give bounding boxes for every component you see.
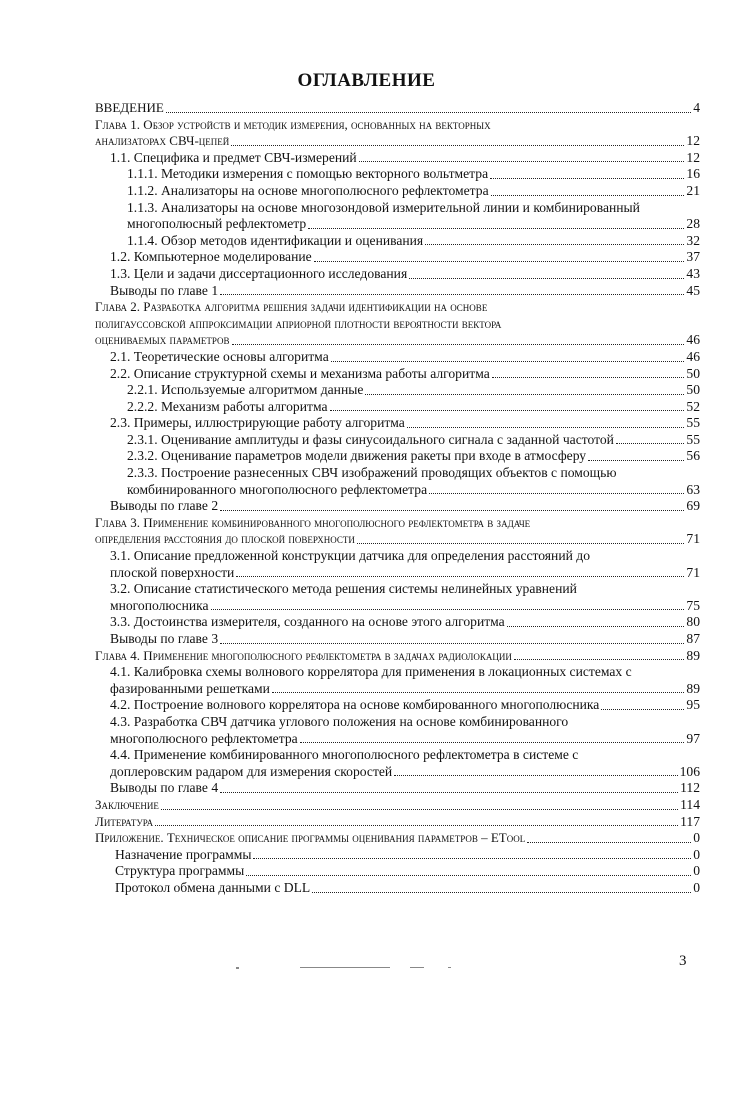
dot-leader: [253, 858, 691, 859]
toc-entry-page: 0: [693, 846, 700, 862]
toc-entry[interactable]: [95, 233, 700, 250]
toc-entry-title: 2.1. Теоретические основы алгоритма: [110, 348, 329, 364]
dot-leader: [161, 809, 678, 810]
toc-entry-page: 55: [686, 431, 700, 447]
toc-entry-page: 114: [680, 796, 700, 812]
dot-leader: [155, 825, 678, 826]
scan-artifact: [448, 967, 451, 968]
toc-entry[interactable]: [95, 797, 700, 814]
dot-leader: [407, 427, 685, 428]
toc-entry[interactable]: [95, 614, 700, 631]
toc-entry[interactable]: [95, 200, 700, 233]
scan-artifact: [410, 967, 424, 968]
toc-entry[interactable]: [95, 581, 700, 614]
toc-entry-title: 1.3. Цели и задачи диссертационного исследования: [110, 265, 408, 281]
toc-entry[interactable]: [95, 697, 700, 714]
scan-artifact: [236, 967, 239, 969]
dot-leader: [365, 394, 684, 395]
dot-leader: [359, 161, 685, 162]
toc-entry-page: 69: [686, 498, 700, 514]
toc-entry-page: 117: [680, 813, 700, 829]
dot-leader: [331, 361, 685, 362]
dot-leader: [409, 278, 684, 279]
dot-leader: [220, 294, 684, 295]
toc-entry-title-line: определения расстояния до плоской поверхности: [95, 531, 355, 547]
dot-leader: [492, 377, 685, 378]
dot-leader: [514, 659, 685, 660]
toc-entry-title-line: Глава 3. Применение комбинированного многополюсного рефлектометра в задаче: [95, 514, 531, 530]
dot-leader: [220, 792, 678, 793]
dot-leader: [601, 709, 684, 710]
toc-entry[interactable]: [95, 150, 700, 167]
toc-entry-title: 2.2. Описание структурной схемы и механизма работы алгоритма: [110, 365, 490, 381]
toc-entry-page: 50: [686, 382, 700, 398]
toc-entry-title-line: 4.4. Применение комбинированного многополюсного рефлектометра в системе с: [110, 747, 579, 763]
toc-entry-page: 4: [693, 100, 700, 115]
toc-entry-page: 16: [686, 166, 700, 182]
toc-entry[interactable]: [95, 366, 700, 383]
toc-entry-page: 52: [686, 398, 700, 414]
toc-entry[interactable]: [95, 648, 700, 665]
dot-leader: [507, 626, 685, 627]
dot-leader: [425, 244, 684, 245]
toc-entry-title: 4.2. Построение волнового коррелятора на основе комбированного многополюсника: [110, 697, 600, 713]
toc-entry-title: 2.2.2. Механизм работы алгоритма: [127, 398, 328, 414]
toc-entry-title-line: плоской поверхности: [110, 564, 235, 580]
toc-entry-page: 95: [686, 697, 700, 713]
toc-entry-page: 12: [686, 149, 700, 165]
dot-leader: [357, 543, 685, 544]
toc-entry-page: 50: [686, 365, 700, 381]
toc-entry[interactable]: [95, 747, 700, 780]
toc-entry-title: 1.1.4. Обзор методов идентификации и оценивания: [127, 232, 424, 248]
toc-entry-title-line: 4.1. Калибровка схемы волнового коррелятора для применения в локационных системах с: [110, 664, 632, 680]
toc-entry-title: 3.3. Достоинства измерителя, созданного на основе этого алгоритма: [110, 614, 505, 630]
toc-entry-page: 56: [686, 448, 700, 464]
toc-entry-page: 89: [686, 647, 700, 663]
dot-leader: [211, 609, 685, 610]
dot-leader: [308, 228, 684, 229]
toc-entry-page: 46: [686, 348, 700, 364]
dot-leader: [300, 742, 685, 743]
dot-leader: [490, 178, 684, 179]
toc-entry-page: 0: [693, 879, 700, 895]
scan-artifact: [300, 967, 390, 968]
toc-entry[interactable]: [95, 465, 700, 498]
page-title: ОГЛАВЛЕНИЕ: [297, 70, 436, 91]
toc-entry-title-line: комбинированного многополюсного рефлектометра: [127, 481, 428, 497]
dot-leader: [236, 576, 684, 577]
toc-entry[interactable]: [95, 448, 700, 465]
toc-entry-page: 71: [686, 531, 700, 547]
dot-leader: [330, 410, 685, 411]
toc-entry[interactable]: [95, 249, 700, 266]
toc-entry-page: 63: [686, 481, 700, 497]
toc-entry-page: 75: [686, 597, 700, 613]
dot-leader: [527, 842, 691, 843]
toc-entry-title: Выводы по главе 4: [110, 780, 219, 796]
toc-entry-page: 106: [679, 763, 700, 779]
toc-entry-title-line: анализаторах СВЧ-цепей: [95, 133, 230, 149]
toc-entry-title-line: Глава 2. Разработка алгоритма решения задачи идентификации на основе: [95, 299, 488, 315]
toc-entry-page: 0: [693, 830, 700, 846]
toc-entry-title-line: 1.1.3. Анализаторы на основе многозондовой измерительной линии и комбинированный: [127, 199, 640, 215]
toc-entry-title: Выводы по главе 1: [110, 282, 219, 298]
toc-entry-title-line: 3.2. Описание статистического метода решения системы нелинейных уравнений: [110, 581, 577, 597]
dot-leader: [231, 145, 684, 146]
toc-entry-title: Структура программы: [115, 863, 245, 879]
toc-entry-title-line: 3.1. Описание предложенной конструкции датчика для определения расстояний до: [110, 548, 590, 564]
toc-entry-title-line: 4.3. Разработка СВЧ датчика углового положения на основе комбинированного: [110, 713, 569, 729]
toc-entry-title: ВВЕДЕНИЕ: [95, 100, 164, 115]
toc-entry[interactable]: [95, 283, 700, 300]
toc-entry[interactable]: [95, 382, 700, 399]
toc-entry-page: 0: [693, 863, 700, 879]
toc-entry-page: 71: [686, 564, 700, 580]
toc-entry-title: 1.1. Специфика и предмет СВЧ-измерений: [110, 149, 357, 165]
toc-entry-title-line: многополюсного рефлектометра: [110, 730, 298, 746]
toc-entry-title: 1.1.2. Анализаторы на основе многополюсного рефлектометра: [127, 182, 489, 198]
toc-entry-title: Приложение. Техническое описание программы оценивания параметров – ETool: [95, 830, 526, 846]
toc-entry[interactable]: [95, 166, 700, 183]
toc-entry-page: 43: [686, 265, 700, 281]
toc-entry[interactable]: [95, 780, 700, 797]
dot-leader: [429, 493, 684, 494]
toc-entry[interactable]: [95, 631, 700, 648]
toc-entry-title: Литература: [95, 813, 154, 829]
toc-entry-title: Выводы по главе 2: [110, 498, 219, 514]
toc-entry-page: 12: [686, 133, 700, 149]
toc-entry-page: 80: [686, 614, 700, 630]
toc-entry[interactable]: [95, 349, 700, 366]
toc-entry-title: Глава 4. Применение многополюсного рефлектометра в задачах радиолокации: [95, 647, 512, 663]
toc-entry-title-line: 2.3.3. Построение разнесенных СВЧ изображений проводящих объектов с помощью: [127, 465, 617, 481]
toc-entry-title: Выводы по главе 3: [110, 631, 219, 646]
toc-entry-page: 87: [686, 631, 700, 646]
dot-leader: [272, 692, 685, 693]
toc-entry-title: 1.1.1. Методики измерения с помощью векторного вольтметра: [127, 166, 489, 182]
toc-entry[interactable]: [95, 415, 700, 432]
table-of-contents: [95, 100, 700, 897]
toc-entry-page: 55: [686, 415, 700, 431]
toc-entry-title-line: фазированными решетками: [110, 680, 270, 696]
dot-leader: [166, 112, 691, 113]
dot-leader: [588, 460, 684, 461]
toc-entry-title: 2.3.1. Оценивание амплитуды и фазы синусоидального сигнала с заданной частотой: [127, 431, 614, 447]
dot-leader: [246, 875, 691, 876]
toc-entry[interactable]: [95, 847, 700, 864]
toc-entry-page: 97: [686, 730, 700, 746]
toc-entry-title-line: Глава 1. Обзор устройств и методик измерения, основанных на векторных: [95, 116, 491, 132]
toc-entry-title-line: доплеровским радаром для измерения скоростей: [110, 763, 393, 779]
toc-entry-title-line: полигауссовской аппроксимации априорной плотности вероятности вектора: [95, 315, 502, 331]
toc-entry-page: 112: [680, 780, 700, 796]
toc-entry[interactable]: [95, 498, 700, 515]
dot-leader: [232, 344, 685, 345]
toc-entry[interactable]: [95, 515, 700, 548]
dot-leader: [220, 643, 684, 644]
toc-entry-page: 46: [686, 332, 700, 348]
toc-entry[interactable]: [95, 183, 700, 200]
toc-entry-title: Назначение программы: [115, 846, 252, 862]
toc-entry[interactable]: [95, 664, 700, 697]
toc-entry-page: 21: [686, 182, 700, 198]
toc-entry[interactable]: [95, 814, 700, 831]
toc-entry-page: 45: [686, 282, 700, 298]
toc-entry[interactable]: [95, 714, 700, 747]
dot-leader: [616, 443, 684, 444]
dot-leader: [491, 195, 685, 196]
toc-entry-page: 32: [686, 232, 700, 248]
toc-entry-title: 2.2.1. Используемые алгоритмом данные: [127, 382, 364, 398]
toc-entry-title: Протокол обмена данными с DLL: [115, 879, 311, 895]
toc-entry-title: 2.3.2. Оценивание параметров модели движения ракеты при входе в атмосферу: [127, 448, 587, 464]
dot-leader: [394, 775, 677, 776]
toc-entry-title: Заключение: [95, 796, 159, 812]
toc-entry[interactable]: [95, 863, 700, 880]
toc-entry[interactable]: [95, 266, 700, 283]
toc-entry[interactable]: [95, 399, 700, 416]
toc-entry[interactable]: [95, 548, 700, 581]
dot-leader: [314, 261, 685, 262]
toc-entry-page: 37: [686, 249, 700, 265]
toc-entry-title-line: многополюсника: [110, 597, 209, 613]
toc-entry-title: 1.2. Компьютерное моделирование: [110, 249, 312, 265]
toc-entry-title: 2.3. Примеры, иллюстрирующие работу алгоритма: [110, 415, 405, 431]
toc-entry[interactable]: [95, 830, 700, 847]
toc-entry-page: 28: [686, 216, 700, 232]
toc-entry[interactable]: [95, 880, 700, 897]
dot-leader: [220, 510, 684, 511]
toc-entry-title-line: оцениваемых параметров: [95, 332, 230, 348]
toc-entry[interactable]: [95, 432, 700, 449]
dot-leader: [312, 892, 691, 893]
toc-entry-title-line: многополюсный рефлектометр: [127, 216, 307, 232]
toc-entry[interactable]: [95, 117, 700, 150]
toc-entry[interactable]: [95, 100, 700, 117]
page-number: 3: [679, 953, 687, 969]
toc-entry-page: 89: [686, 680, 700, 696]
toc-entry[interactable]: [95, 299, 700, 349]
